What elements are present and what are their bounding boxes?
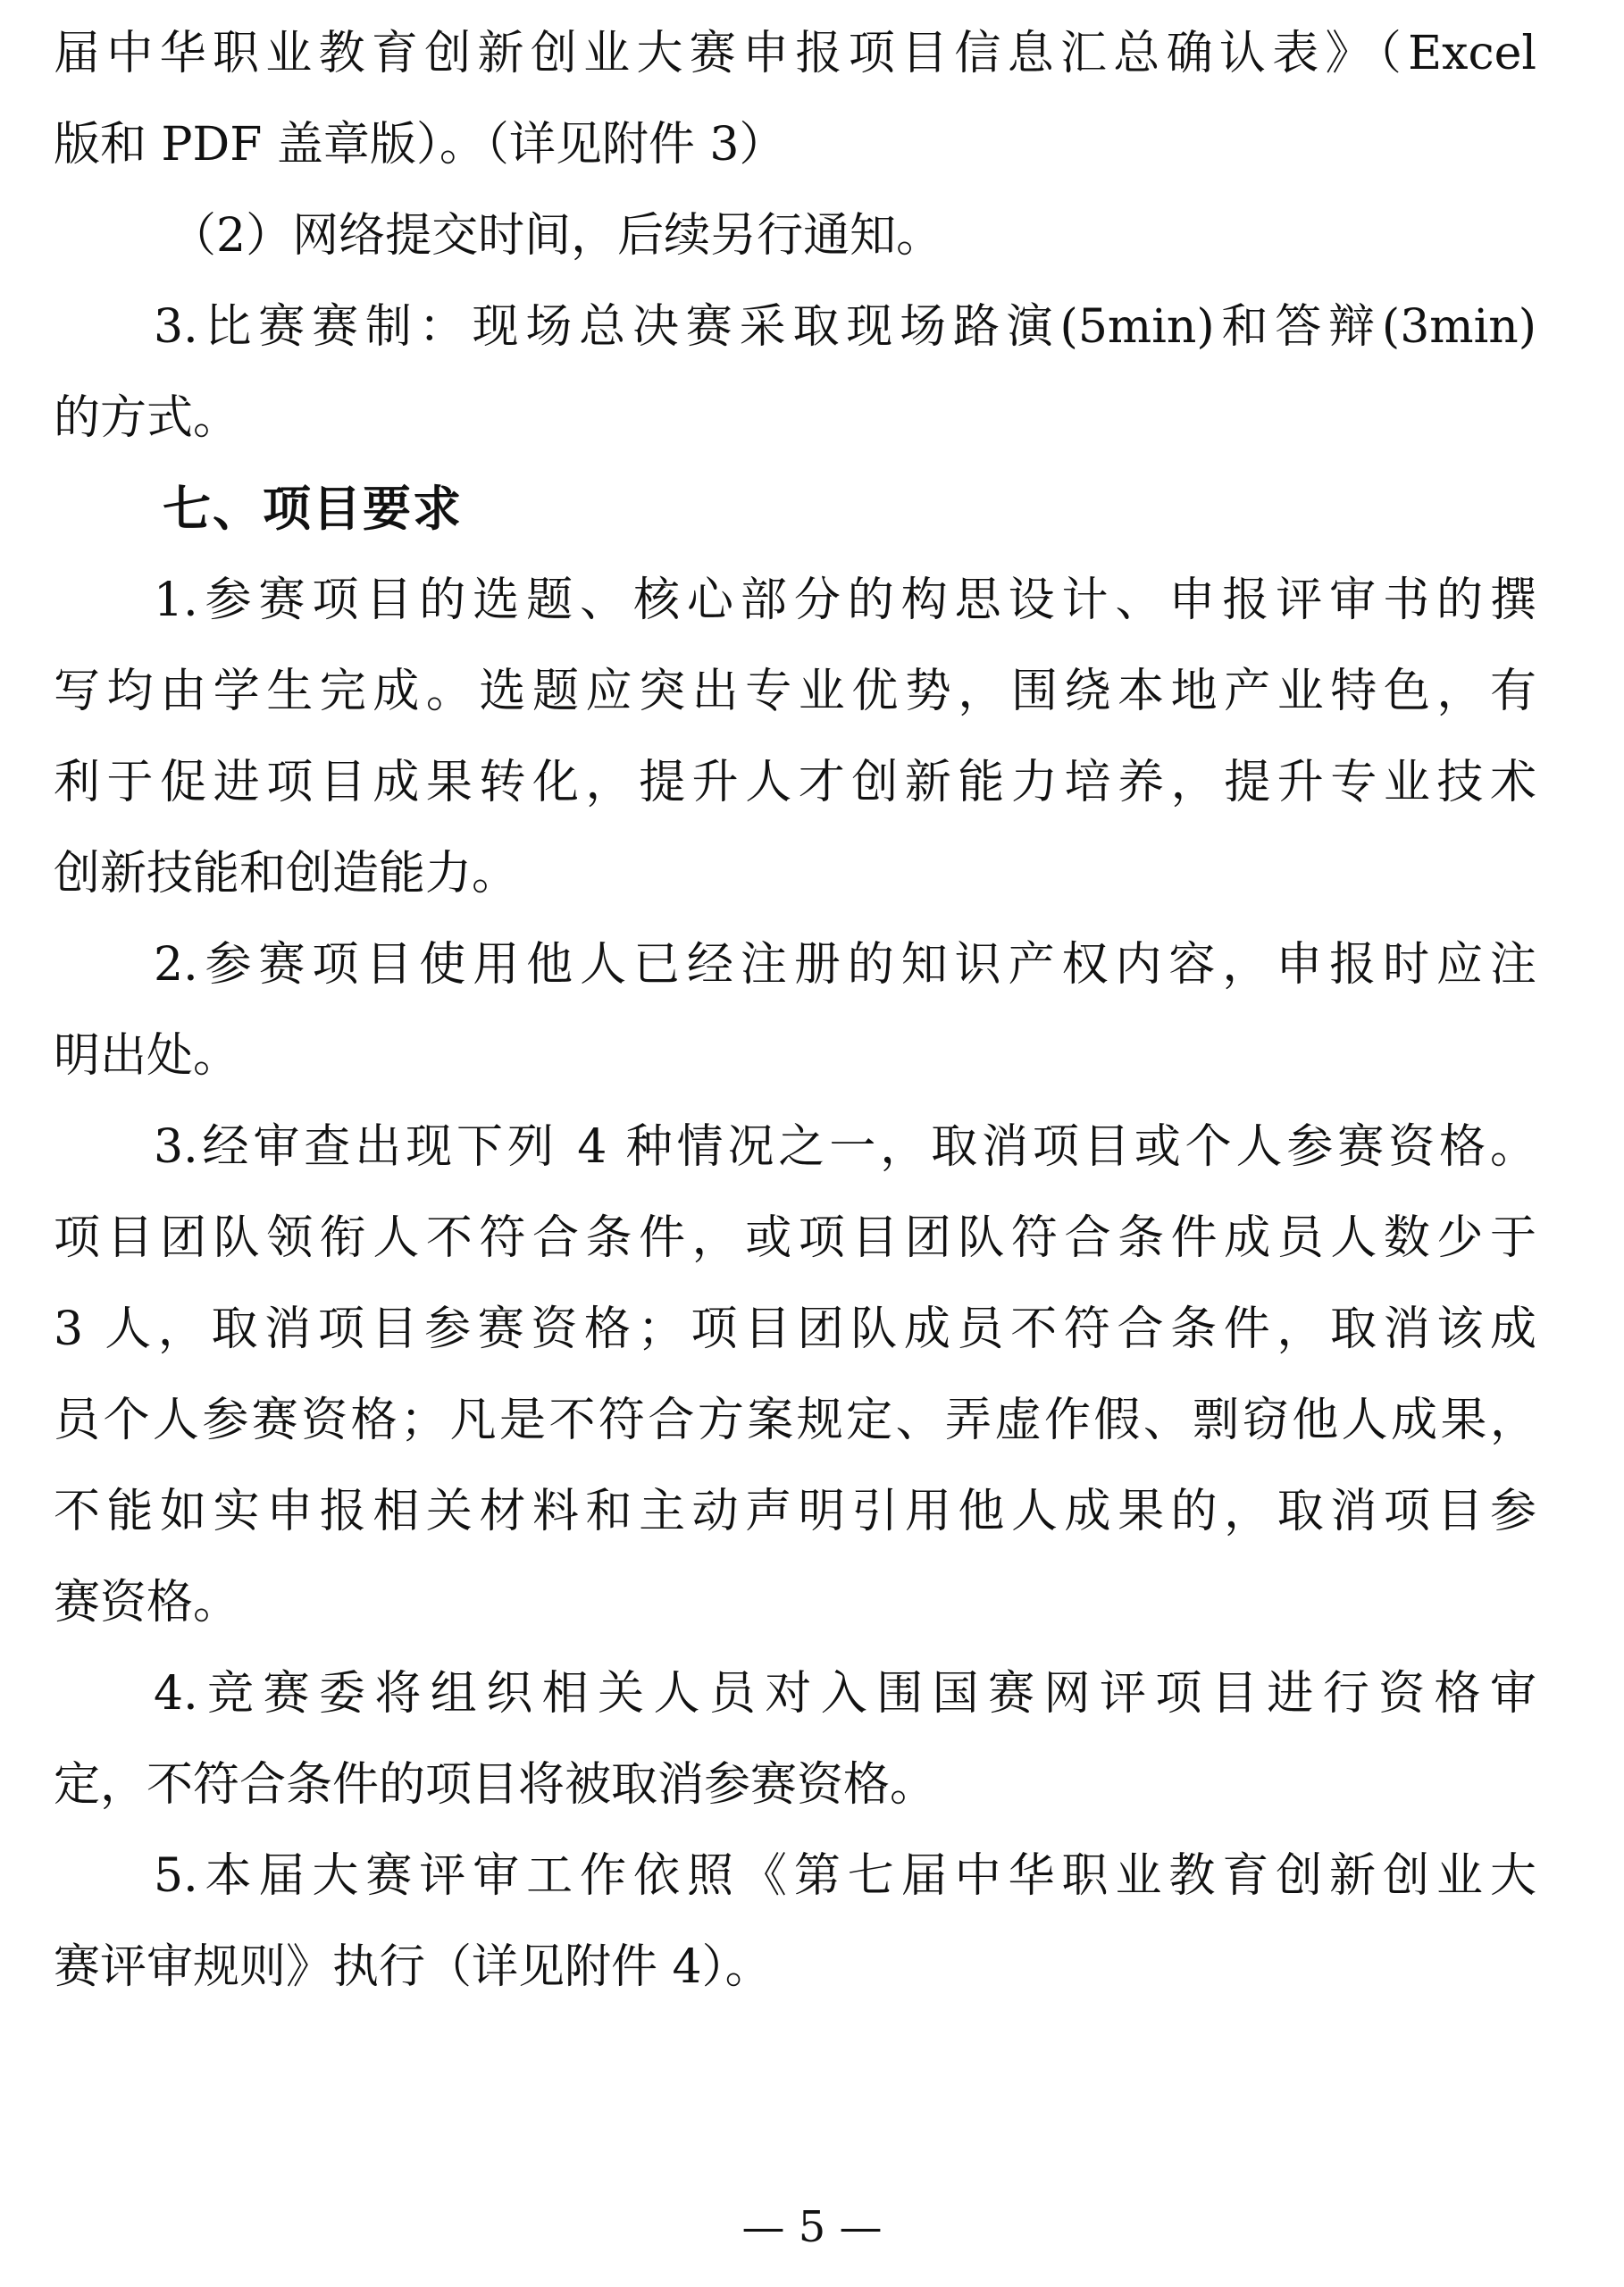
text-line: 赛评审规则》执行（详见附件 4）。 [54,1940,772,1994]
text-line: 员个人参赛资格；凡是不符合方案规定、弄虚作假、剽窃他人成果， [54,1394,1536,1447]
text-line: （2）网络提交时间，后续另行通知。 [170,209,943,263]
text-line: 项目团队领衔人不符合条件，或项目团队符合条件成员人数少于 [54,1211,1536,1265]
text-line: 版和 PDF 盖章版）。（详见附件 3） [54,118,786,172]
text-line: 4.竞赛委将组织相关人员对入围国赛网评项目进行资格审 [154,1667,1536,1721]
text-line: 届中华职业教育创新创业大赛申报项目信息汇总确认表》（Excel [54,27,1536,80]
text-line: 创新技能和创造能力。 [54,847,519,901]
text-line: 不能如实申报相关材料和主动声明引用他人成果的，取消项目参 [54,1485,1536,1538]
text-line: 写均由学生完成。选题应突出专业优势，围绕本地产业特色，有 [54,665,1536,718]
text-line: 赛资格。 [54,1576,240,1629]
text-line: 利于促进项目成果转化，提升人才创新能力培养，提升专业技术 [54,756,1536,809]
text-line: 3.经审查出现下列 4 种情况之一，取消项目或个人参赛资格。 [154,1120,1536,1174]
text-line: 5.本届大赛评审工作依照《第七届中华职业教育创新创业大 [154,1849,1536,1903]
text-line: 1.参赛项目的选题、核心部分的构思设计、申报评审书的撰 [154,574,1536,627]
text-line: 2.参赛项目使用他人已经注册的知识产权内容，申报时应注 [154,938,1536,992]
text-line: 3.比赛赛制：现场总决赛采取现场路演(5min)和答辩(3min) [154,300,1536,354]
text-line: 定，不符合条件的项目将被取消参赛资格。 [54,1758,937,1812]
text-line: 明出处。 [54,1029,240,1083]
text-line: 的方式。 [54,391,240,445]
text-line: 3 人，取消项目参赛资格；项目团队成员不符合条件，取消该成 [54,1303,1536,1356]
section-heading: 七、项目要求 [163,481,463,537]
page-number: — 5 — [741,2202,883,2252]
